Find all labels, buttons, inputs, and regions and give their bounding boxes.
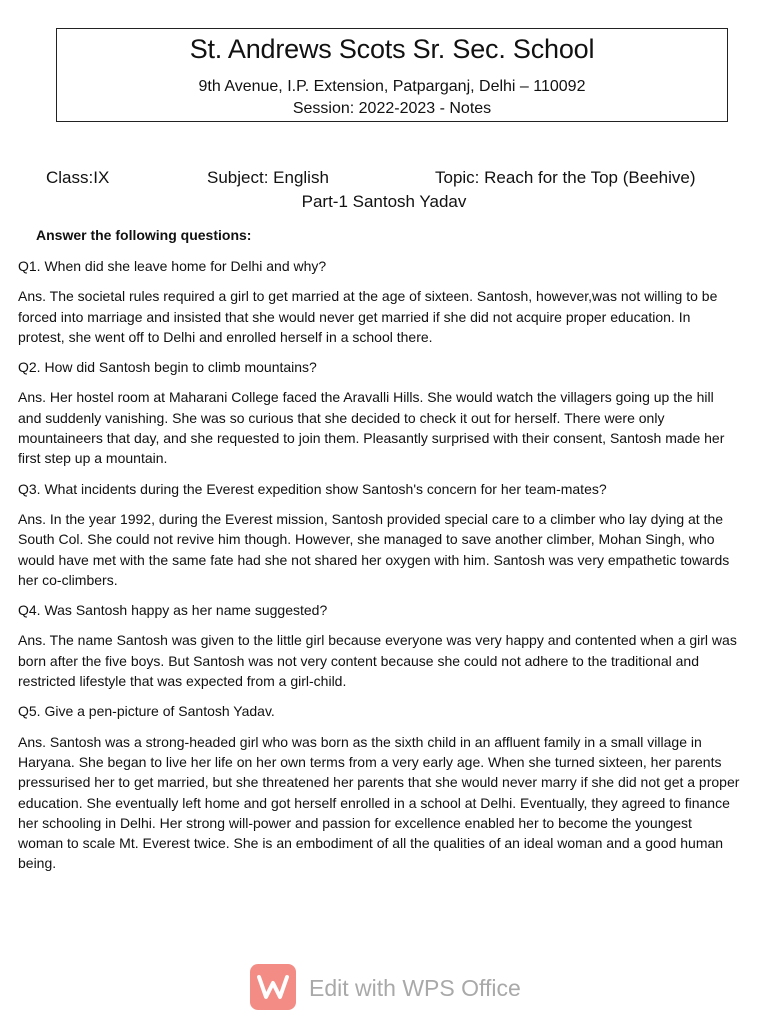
school-name: St. Andrews Scots Sr. Sec. School (189, 34, 595, 64)
wps-watermark-text[interactable]: Edit with WPS Office (309, 975, 521, 1001)
answer-4: Ans. The name Santosh was given to the little girl because everyone was very happy and contented when a girl was born after the five boys. But Santosh was not very content because she could not adhere to the traditional and restricted lifestyle that was expected from a girl-child. (18, 632, 737, 690)
subject-label: Subject: English (207, 168, 329, 187)
answer-3: Ans. In the year 1992, during the Everest mission, Santosh provided special care to a climber who lay dying at the South Col. She could not revive him though. However, she managed to save another climber, Mohan Singh, who would have met with the same fate had she not shared her oxygen with him. Santosh was very empathetic towards her co-climbers. (18, 510, 730, 588)
instructions: Answer the following questions: (36, 227, 252, 243)
header-box (56, 28, 728, 122)
wps-w-glyph (257, 974, 289, 1000)
class-label: Class:IX (46, 168, 110, 187)
answer-1: Ans. The societal rules required a girl to get married at the age of sixteen. Santosh, however,was not willing to be forced into marriage and insisted that she would never get married if she did not acquire proper education. In protest, she went off to Delhi and enrolled herself in a school there. (18, 288, 718, 345)
answer-5: Ans. Santosh was a strong-headed girl who was born as the sixth child in an affluent family in a small village in Haryana. She began to live her life on her own terms from a very early age. When she turned sixteen, her parents pressurised her to get married, but she threatened her parents that she would never marry if she did not get a proper education. She eventually left home and got herself enrolled in a school at Delhi. Eventually, they agreed to finance her schooling in Delhi. Her strong will-power and passion for excellence enabled her to become the youngest woman to scale Mt. Everest twice. She is an embodiment of all the qualities of an ideal woman and a good human being. (18, 733, 740, 872)
question-4: Q4. Was Santosh happy as her name suggested? (18, 602, 328, 619)
question-5: Q5. Give a pen-picture of Santosh Yadav. (18, 703, 275, 720)
question-2: Q2. How did Santosh begin to climb mountains? (18, 359, 317, 376)
school-address: 9th Avenue, I.P. Extension, Patparganj, Delhi – 110092 (198, 78, 586, 95)
session-line: Session: 2022-2023 - Notes (292, 100, 492, 117)
qa-list (18, 256, 740, 884)
question-3: Q3. What incidents during the Everest expedition show Santosh's concern for her team-mates? (18, 480, 607, 497)
question-1: Q1. When did she leave home for Delhi and why? (18, 258, 327, 274)
wps-logo-icon[interactable] (250, 964, 296, 1010)
answer-2: Ans. Her hostel room at Maharani College faced the Aravalli Hills. She would watch the villagers going up the hill and suddenly vanishing. She was so curious that she decided to check it out for herself. There were only mountaineers that day, and she requested to join them. Pleasantly surprised with their consent, Santosh made her first step up a mountain. (18, 389, 725, 467)
topic-label: Topic: Reach for the Top (Beehive) (435, 168, 696, 187)
part-title: Part-1 Santosh Yadav (301, 192, 467, 211)
